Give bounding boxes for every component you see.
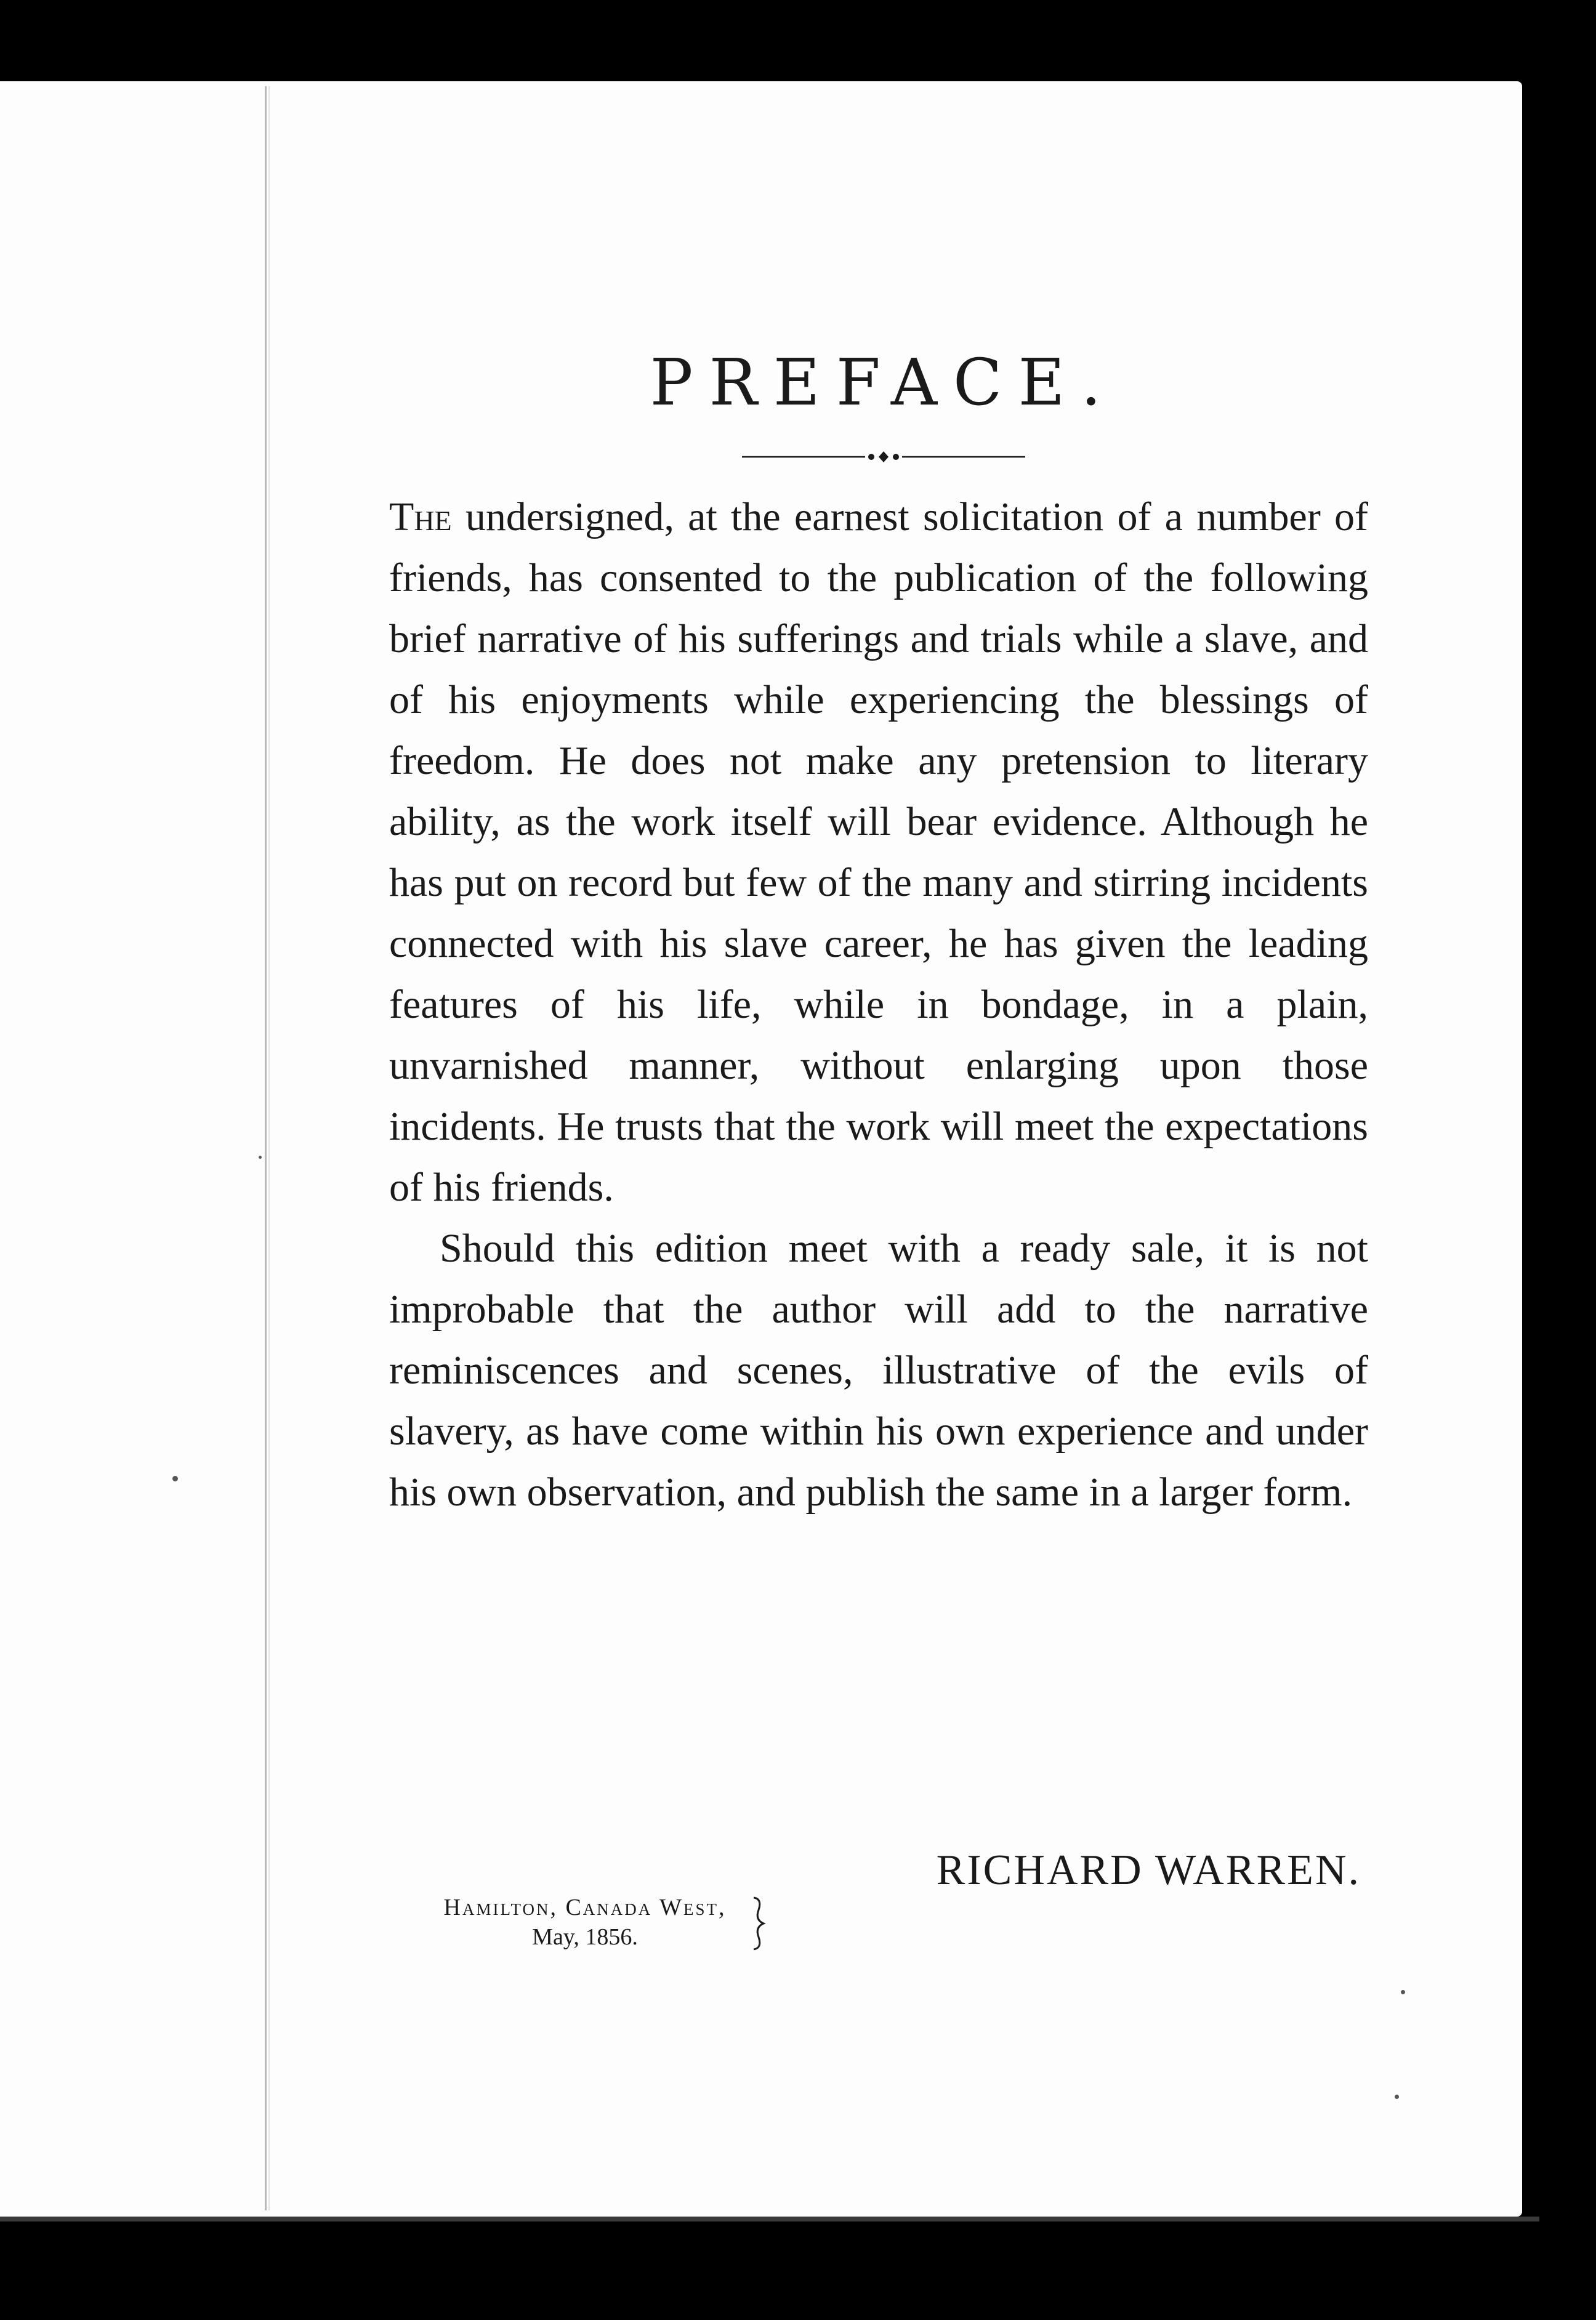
ornament-divider bbox=[742, 449, 1025, 464]
page-heading: PREFACE. bbox=[650, 345, 1118, 420]
preface-paragraph bbox=[389, 486, 1368, 1218]
paper-speck bbox=[259, 1156, 262, 1159]
paragraph-text: undersigned, at the earnest solicitation of a number of friends, has consented to the publication of the following brief narrative of his sufferings and trials while a slave, and of his enjoyments while experiencing the blessings of freedom. He does not make any pretension to literary ability, as the work itself will bear evidence. Although he has put on record but few of the many and stirring incidents connected with his slave career, he has given the leading features of his life, while in bondage, in a plain, unvarnished manner, without enlarging upon those incidents. He trusts that the work will meet the expectations of his friends. bbox=[389, 494, 1368, 1210]
preface-body bbox=[389, 486, 1368, 1523]
dateline-place: Hamilton, Canada West, bbox=[443, 1895, 727, 1920]
paper-speck bbox=[1395, 2095, 1399, 2099]
paper-speck bbox=[172, 1476, 178, 1481]
page-gutter bbox=[265, 86, 267, 2210]
page-edge-shadow bbox=[0, 2217, 1539, 2221]
brace-mark bbox=[750, 1895, 768, 1952]
paragraph-lead-word: The bbox=[389, 494, 452, 539]
page-gutter-shade bbox=[268, 86, 270, 2210]
paper-speck bbox=[1401, 1990, 1405, 1994]
dateline bbox=[388, 1893, 782, 1952]
preface-paragraph: Should this edition meet with a ready sale, it is not improbable that the author will add to the narrative reminiscences and scenes, illustrative of the evils of slavery, as have come within his own experience and under his own observation, and publish the same in a larger form. bbox=[389, 1226, 1368, 1515]
dateline-date: May, 1856. bbox=[532, 1924, 638, 1950]
author-signature: RICHARD WARREN. bbox=[936, 1847, 1361, 1894]
